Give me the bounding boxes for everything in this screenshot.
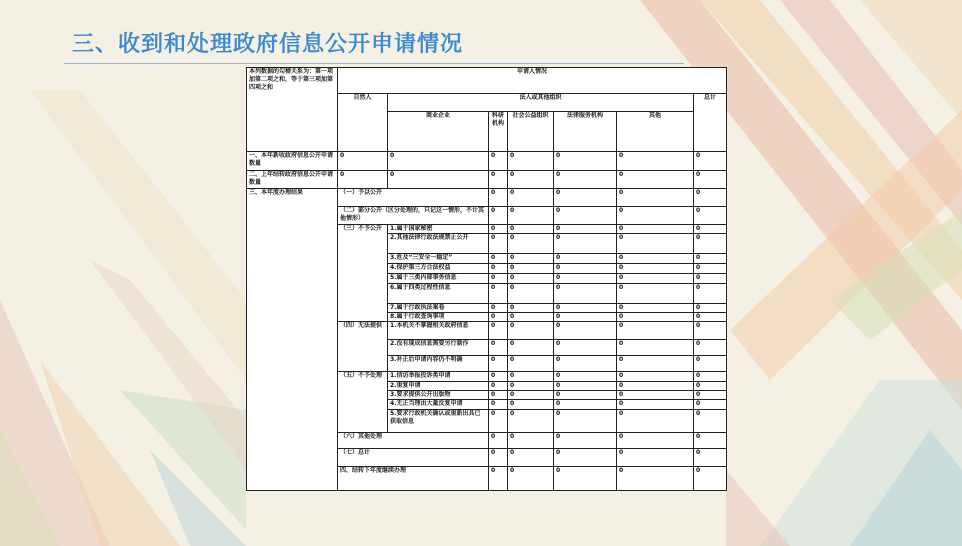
header-applicant: 申请人情况 — [338, 68, 727, 94]
table-cell: 0 — [554, 207, 617, 225]
table-cell: 0 — [554, 449, 617, 467]
table-cell: 0 — [554, 225, 617, 234]
table-cell: 0 — [489, 171, 508, 189]
row-label: 1.属于国家秘密 — [388, 225, 489, 234]
table-cell: 0 — [617, 449, 694, 467]
table-cell: 0 — [694, 410, 727, 433]
table-cell: 0 — [694, 152, 727, 171]
table-cell: 0 — [617, 284, 694, 304]
table-cell: 0 — [554, 254, 617, 264]
table-cell: 0 — [694, 274, 727, 284]
page-title: 三、收到和处理政府信息公开申请情况 — [72, 32, 464, 57]
table-cell: 0 — [617, 313, 694, 322]
row-label: 四、结转下年度继续办理 — [338, 467, 489, 491]
header-col: 其他 — [617, 112, 694, 152]
table-cell: 0 — [617, 304, 694, 313]
table-cell: 0 — [554, 274, 617, 284]
table-cell: 0 — [617, 234, 694, 254]
table-cell: 0 — [694, 391, 727, 400]
row-label: 4.保护第三方合法权益 — [388, 264, 489, 274]
table-cell: 0 — [554, 322, 617, 340]
table-cell: 0 — [617, 391, 694, 400]
header-legal-group: 法人或其他组织 — [388, 94, 694, 112]
table-cell: 0 — [554, 313, 617, 322]
table-row — [247, 171, 727, 189]
table-cell: 0 — [388, 171, 489, 189]
table-cell: 0 — [489, 400, 508, 410]
row-label: 5.属于三类内部事务信息 — [388, 274, 489, 284]
table-cell: 0 — [554, 340, 617, 356]
table-cell: 0 — [617, 264, 694, 274]
table-cell: 0 — [617, 189, 694, 207]
row-label: 一、本年新收政府信息公开申请数量 — [247, 152, 338, 171]
table-cell: 0 — [554, 372, 617, 382]
row-label: 4.无正当理由大量反复申请 — [388, 400, 489, 410]
table-cell: 0 — [554, 467, 617, 491]
table-cell: 0 — [489, 274, 508, 284]
table-cell: 0 — [554, 284, 617, 304]
table-cell: 0 — [489, 254, 508, 264]
table-cell: 0 — [617, 152, 694, 171]
table-cell: 0 — [617, 467, 694, 491]
header-col: 法律服务机构 — [554, 112, 617, 152]
table-cell: 0 — [694, 284, 727, 304]
table-cell: 0 — [508, 234, 554, 254]
table-cell: 0 — [617, 433, 694, 449]
table-cell: 0 — [554, 189, 617, 207]
table-row — [247, 152, 727, 171]
table-cell: 0 — [554, 171, 617, 189]
table-cell: 0 — [508, 254, 554, 264]
table-cell: 0 — [617, 410, 694, 433]
table-cell: 0 — [489, 234, 508, 254]
table-cell: 0 — [508, 284, 554, 304]
row-label: 3.补正后申请内容仍不明确 — [388, 356, 489, 372]
table-cell: 0 — [508, 313, 554, 322]
table-cell: 0 — [694, 467, 727, 491]
header-col: 商业企业 — [388, 112, 489, 152]
table-cell: 0 — [617, 340, 694, 356]
table-cell: 0 — [617, 225, 694, 234]
table-cell: 0 — [694, 372, 727, 382]
table-cell: 0 — [489, 433, 508, 449]
row-label: 1.本机关不掌握相关政府信息 — [388, 322, 489, 340]
table-cell: 0 — [694, 234, 727, 254]
table-cell: 0 — [489, 284, 508, 304]
table-cell: 0 — [694, 322, 727, 340]
row-label: （七）总计 — [338, 449, 489, 467]
row-label: （六）其他处理 — [338, 433, 489, 449]
table-cell: 0 — [508, 207, 554, 225]
row-label: 3.危及“三安全一稳定” — [388, 254, 489, 264]
row-label: 2.没有现成信息需要另行制作 — [388, 340, 489, 356]
table-cell: 0 — [694, 356, 727, 372]
row-label: 5.要求行政机关确认或重新出具已获取信息 — [388, 410, 489, 433]
table-cell: 0 — [508, 433, 554, 449]
table-cell: 0 — [489, 449, 508, 467]
table-cell: 0 — [508, 382, 554, 391]
group-label: （三）不予公开 — [338, 225, 388, 322]
table-cell: 0 — [489, 356, 508, 372]
table-cell: 0 — [338, 152, 388, 171]
row-label: 8.属于行政查询事项 — [388, 313, 489, 322]
table-cell: 0 — [508, 410, 554, 433]
table-cell: 0 — [508, 304, 554, 313]
table-cell: 0 — [617, 372, 694, 382]
table-cell: 0 — [489, 304, 508, 313]
group-label: （五）不予处理 — [338, 372, 388, 433]
table-cell: 0 — [554, 433, 617, 449]
table-cell: 0 — [617, 207, 694, 225]
table-cell: 0 — [489, 467, 508, 491]
row-label: 三、本年度办理结果 — [247, 189, 338, 491]
table-cell: 0 — [489, 225, 508, 234]
table-cell: 0 — [617, 400, 694, 410]
table-cell: 0 — [508, 340, 554, 356]
row-label: 二、上年结转政府信息公开申请数量 — [247, 171, 338, 189]
table-cell: 0 — [694, 449, 727, 467]
table-cell: 0 — [694, 304, 727, 313]
table-cell: 0 — [554, 391, 617, 400]
table-cell: 0 — [554, 264, 617, 274]
table-cell: 0 — [694, 207, 727, 225]
table-cell: 0 — [554, 356, 617, 372]
table-cell: 0 — [508, 449, 554, 467]
table-cell: 0 — [489, 391, 508, 400]
table-cell: 0 — [617, 322, 694, 340]
table-cell: 0 — [554, 152, 617, 171]
table-cell: 0 — [554, 400, 617, 410]
title-underline — [64, 63, 684, 64]
table-cell: 0 — [617, 254, 694, 264]
table-cell: 0 — [554, 304, 617, 313]
table-cell: 0 — [338, 171, 388, 189]
table-cell: 0 — [694, 340, 727, 356]
header-total: 总计 — [694, 94, 727, 152]
table-cell: 0 — [489, 313, 508, 322]
table-cell: 0 — [508, 189, 554, 207]
table-cell: 0 — [489, 207, 508, 225]
table-cell: 0 — [489, 189, 508, 207]
table-cell: 0 — [388, 152, 489, 171]
header-col: 社会公益组织 — [508, 112, 554, 152]
table-cell: 0 — [694, 313, 727, 322]
row-label: 2.其他法律行政法规禁止公开 — [388, 234, 489, 254]
row-label: （二）部分公开（区分处理的，只记这一情形，不计其他情形） — [338, 207, 489, 225]
table-cell: 0 — [617, 356, 694, 372]
table-cell: 0 — [617, 382, 694, 391]
row-label: 7.属于行政执法案卷 — [388, 304, 489, 313]
table-cell: 0 — [554, 234, 617, 254]
header-natural-person: 自然人 — [338, 94, 388, 152]
row-label: 1.信访举报投诉类申请 — [388, 372, 489, 382]
table-cell: 0 — [694, 254, 727, 264]
row-label: 2.重复申请 — [388, 382, 489, 391]
table-cell: 0 — [694, 433, 727, 449]
table-cell: 0 — [508, 356, 554, 372]
table-cell: 0 — [617, 171, 694, 189]
table-cell: 0 — [489, 382, 508, 391]
table-cell: 0 — [508, 274, 554, 284]
row-label: 6.属于四类过程性信息 — [388, 284, 489, 304]
table-cell: 0 — [489, 152, 508, 171]
group-label: （四）无法提供 — [338, 322, 388, 372]
table-cell: 0 — [508, 171, 554, 189]
table-cell: 0 — [617, 274, 694, 284]
table-cell: 0 — [489, 264, 508, 274]
table-cell: 0 — [554, 382, 617, 391]
table-cell: 0 — [694, 400, 727, 410]
table-cell: 0 — [489, 410, 508, 433]
table-cell: 0 — [508, 372, 554, 382]
table-cell: 0 — [508, 400, 554, 410]
header-stub: 本列数据的勾稽关系为：第一项加第二项之和，等于第三项加第四项之和 — [247, 68, 338, 152]
table-cell: 0 — [508, 264, 554, 274]
table-cell: 0 — [694, 264, 727, 274]
table-cell: 0 — [489, 340, 508, 356]
table-cell: 0 — [694, 382, 727, 391]
application-stats-table — [246, 67, 727, 491]
table-cell: 0 — [508, 391, 554, 400]
table-cell: 0 — [489, 322, 508, 340]
table-cell: 0 — [694, 189, 727, 207]
table-cell: 0 — [694, 225, 727, 234]
table-cell: 0 — [508, 152, 554, 171]
table-cell: 0 — [554, 410, 617, 433]
row-label: 3.要求提供公开出版物 — [388, 391, 489, 400]
table-cell: 0 — [508, 467, 554, 491]
row-label: （一）予以公开 — [338, 189, 489, 207]
header-col: 科研机构 — [489, 112, 508, 152]
table-row — [247, 189, 727, 207]
table-cell: 0 — [508, 225, 554, 234]
table-cell: 0 — [694, 171, 727, 189]
table-cell: 0 — [489, 372, 508, 382]
table-cell: 0 — [508, 322, 554, 340]
